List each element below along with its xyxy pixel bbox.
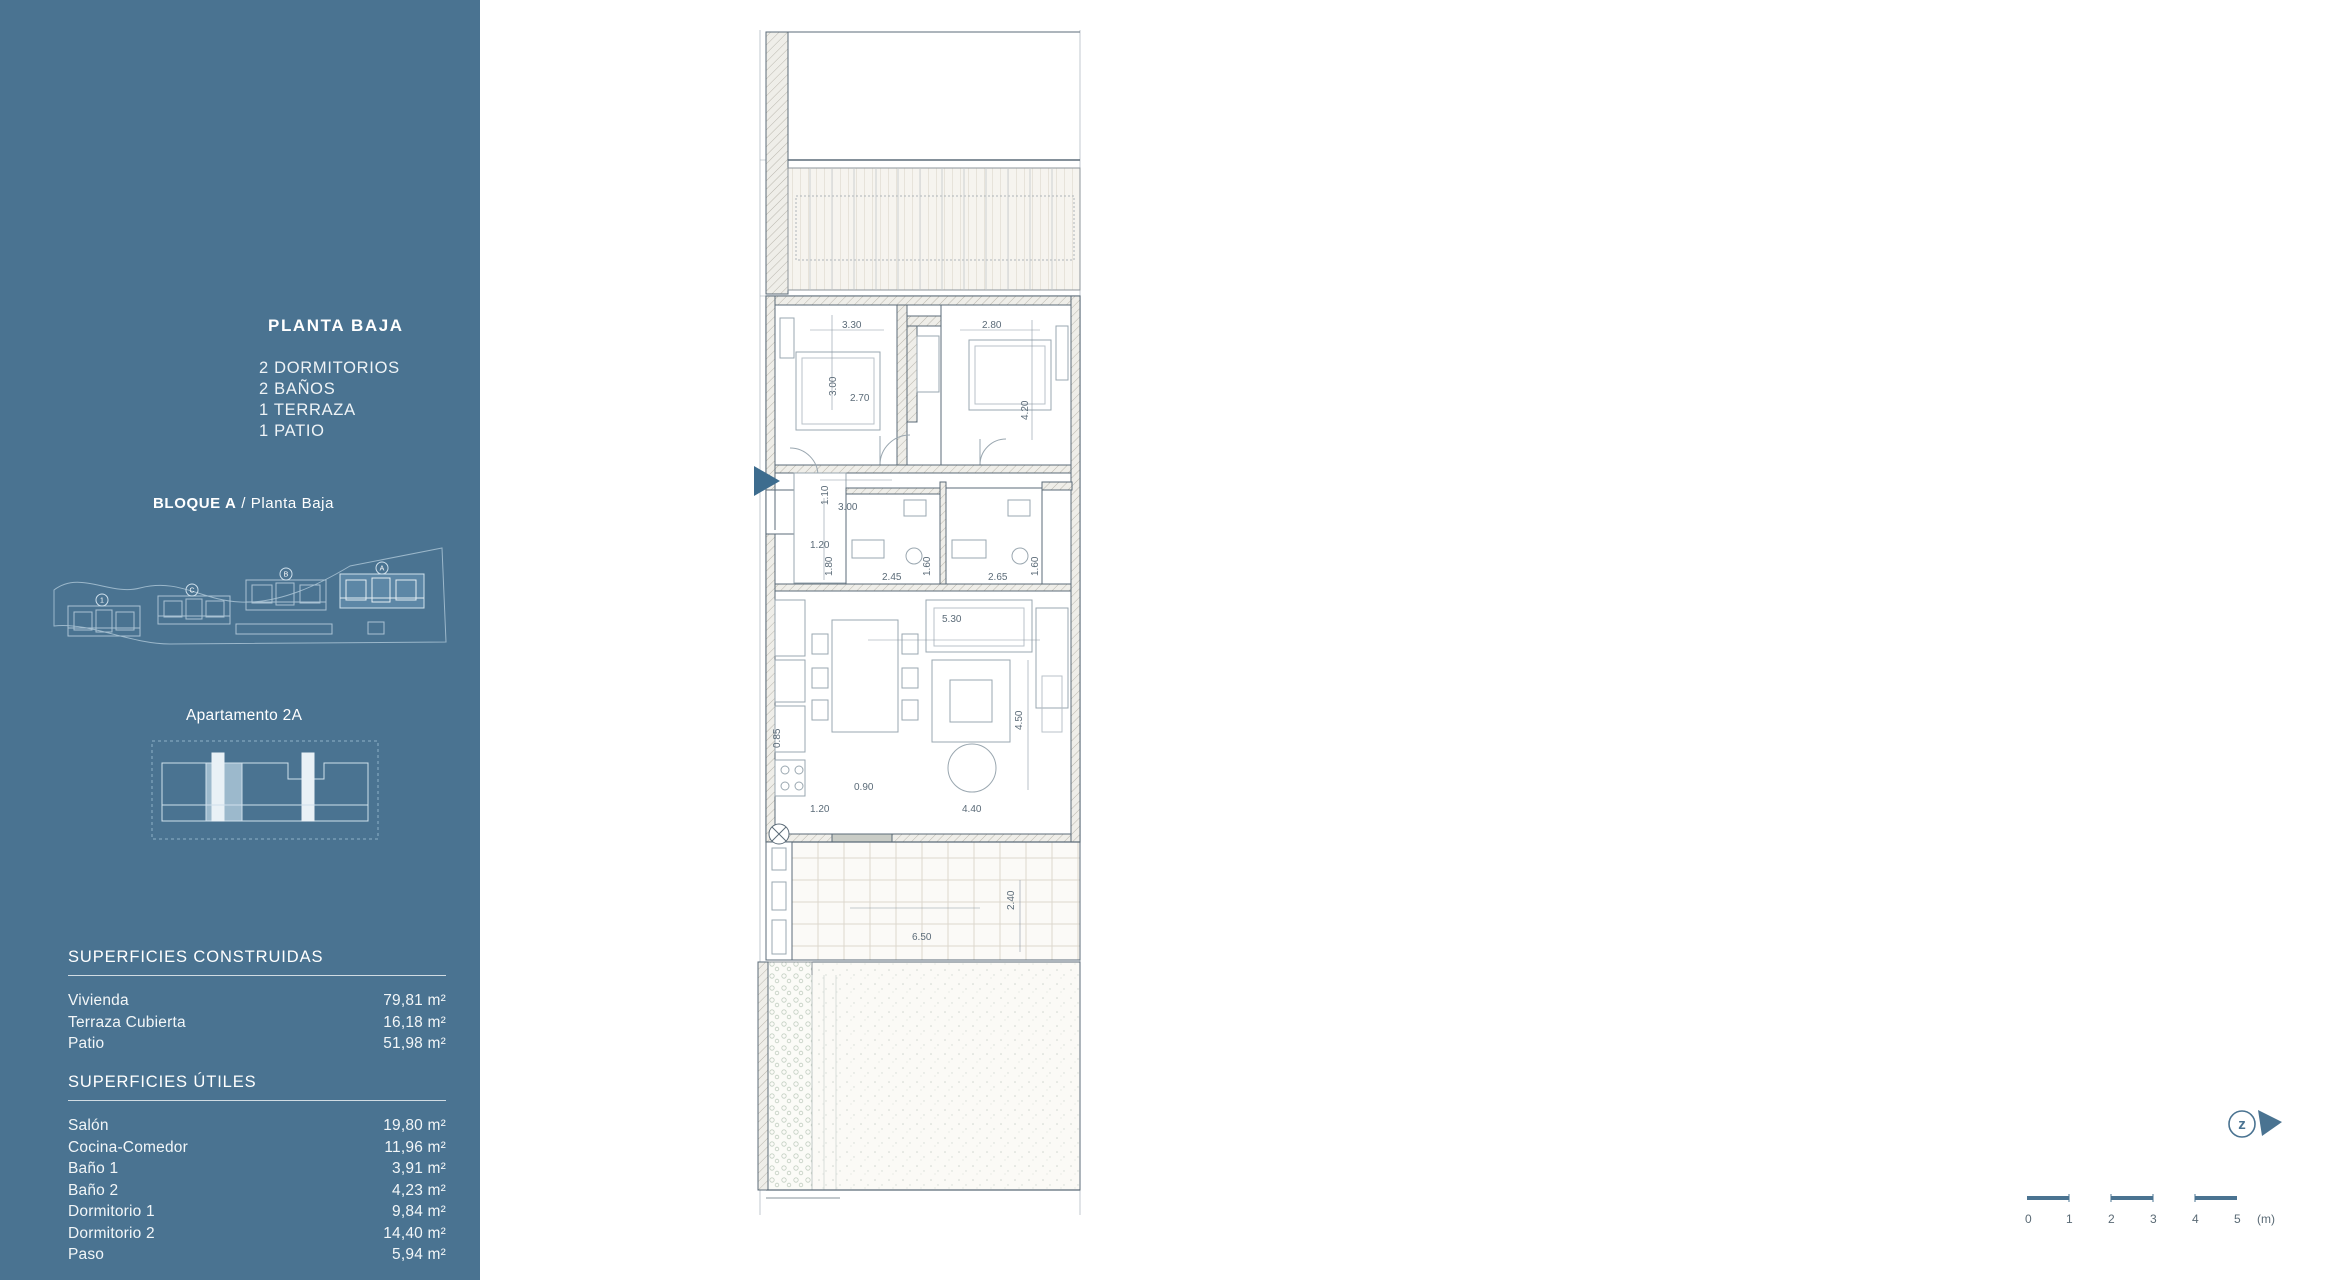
block-label-bold: BLOQUE A (153, 495, 237, 512)
site-marker-c: C (189, 587, 195, 595)
scale-tick-1: 1 (2066, 1212, 2073, 1226)
row-label: Dormitorio 1 (68, 1203, 155, 1220)
dim-bath2-in: 2.65 (988, 572, 1008, 583)
row-value: 3,91 m² (392, 1160, 446, 1177)
spec-bathrooms: 2 BAÑOS (259, 380, 336, 398)
useful-surfaces-heading: SUPERFICIES ÚTILES (68, 1073, 257, 1091)
brand-logo (2220, 1100, 2290, 1148)
dim-bed2-width: 2.80 (982, 320, 1002, 331)
site-plan-diagram (50, 530, 450, 650)
row-value: 4,23 m² (392, 1181, 446, 1199)
floor-plan-svg (480, 0, 1920, 1280)
row-label: Baño 1 (68, 1160, 119, 1177)
scale-tick-5: 5 (2234, 1212, 2241, 1226)
apartment-locator-diagram (150, 735, 380, 845)
built-surfaces-table (68, 990, 446, 1055)
spec-patio: 1 PATIO (259, 422, 325, 440)
row-value: 79,81 m² (383, 992, 446, 1009)
useful-surfaces-table (68, 1115, 446, 1266)
built-surfaces-heading: SUPERFICIES CONSTRUIDAS (68, 948, 324, 966)
row-label: Terraza Cubierta (68, 1013, 186, 1031)
row-value: 5,94 m² (392, 1246, 446, 1263)
dim-bath2-depth: 1.60 (1030, 556, 1041, 576)
table-row (68, 1033, 446, 1055)
row-value: 14,40 m² (383, 1224, 446, 1242)
site-marker-1: 1 (100, 597, 104, 605)
dim-terrace-w: 6.50 (912, 932, 932, 943)
dim-hall-w: 1.20 (810, 540, 830, 551)
scale-tick-3: 3 (2150, 1212, 2157, 1226)
dim-bed1-depth: 3.00 (828, 376, 839, 396)
apartment-label: Apartamento 2A (186, 707, 303, 724)
site-marker-a: A (379, 565, 385, 573)
dim-bath1-depth: 1.60 (922, 556, 933, 576)
table-row (68, 1180, 446, 1202)
dim-kitchen-c: 0.85 (772, 728, 783, 748)
dim-living-width: 5.30 (942, 614, 962, 625)
row-label: Salón (68, 1117, 109, 1134)
dim-bed1-width: 3.30 (842, 320, 862, 331)
row-value: 51,98 m² (383, 1035, 446, 1052)
table-row (68, 1012, 446, 1034)
scale-unit: (m) (2257, 1212, 2275, 1226)
row-value: 11,96 m² (384, 1138, 446, 1156)
dim-kitchen-a: 0.90 (854, 782, 874, 793)
table-row (68, 1158, 446, 1180)
dim-living-b: 4.40 (962, 804, 982, 815)
scale-tick-4: 4 (2192, 1212, 2199, 1226)
row-label: Dormitorio 2 (68, 1224, 155, 1242)
table-row (68, 1201, 446, 1223)
dim-living-depth: 4.50 (1014, 710, 1025, 730)
table-row (68, 990, 446, 1012)
row-value: 9,84 m² (392, 1203, 446, 1220)
block-label (153, 495, 334, 512)
site-marker-b: B (283, 571, 289, 579)
useful-surfaces-rule (68, 1100, 446, 1101)
table-row (68, 1115, 446, 1137)
floor-plan-drawing (480, 0, 2275, 1280)
scale-bar (2025, 1190, 2325, 1230)
row-label: Vivienda (68, 992, 129, 1009)
scale-tick-0: 0 (2025, 1212, 2032, 1226)
table-row (68, 1137, 446, 1159)
table-row (68, 1223, 446, 1245)
row-value: 19,80 m² (383, 1117, 446, 1134)
spec-terrace: 1 TERRAZA (259, 401, 356, 419)
row-label: Baño 2 (68, 1181, 119, 1199)
dim-bed1-inner: 2.70 (850, 393, 870, 404)
dim-kitchen-b: 1.20 (810, 804, 830, 815)
row-label: Patio (68, 1035, 105, 1052)
page-title: PLANTA BAJA (268, 316, 404, 335)
svg-text:z: z (2238, 1116, 2246, 1133)
dim-terrace-d: 2.40 (1006, 890, 1017, 910)
plan-specs (259, 358, 400, 442)
sidebar (0, 0, 480, 1280)
block-label-rest: / Planta Baja (236, 495, 335, 512)
table-row (68, 1244, 446, 1266)
built-surfaces-rule (68, 975, 446, 976)
dim-bath-h: 1.80 (824, 556, 835, 576)
scale-tick-2: 2 (2108, 1212, 2115, 1226)
dim-bath1-in: 2.45 (882, 572, 902, 583)
dim-bed2-depth: 4.20 (1020, 400, 1031, 420)
spec-bedrooms: 2 DORMITORIOS (259, 359, 400, 377)
row-label: Paso (68, 1246, 105, 1263)
dim-corridor-b: 3.00 (838, 502, 858, 513)
scale-bar-graphic (2025, 1190, 2325, 1210)
row-label: Cocina-Comedor (68, 1138, 188, 1156)
dim-corridor-a: 1.10 (820, 485, 831, 505)
row-value: 16,18 m² (383, 1013, 446, 1031)
